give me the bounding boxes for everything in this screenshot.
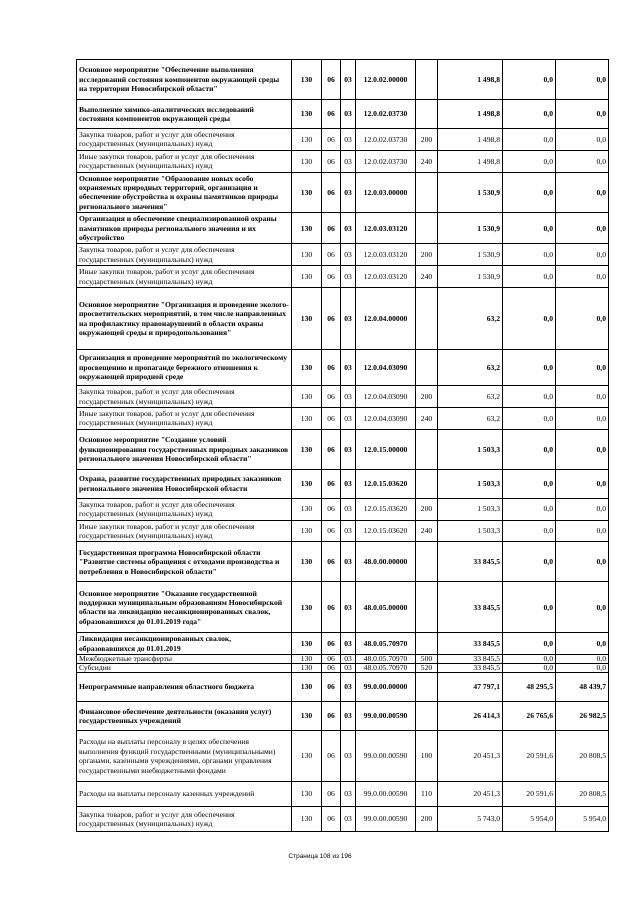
row-amount-1-cell: 1 498,8 xyxy=(438,150,503,172)
row-name-cell: Организация и проведение мероприятий по экологическому просвещению и пропаганде бережного отношения к окружающей природной среде xyxy=(77,350,292,386)
table-body xyxy=(77,60,609,832)
row-name-cell: Непрограммные направления областного бюджета xyxy=(77,673,292,702)
table-row xyxy=(77,213,609,244)
row-amount-3-cell: 0,0 xyxy=(556,288,609,350)
row-vr-cell: 200 xyxy=(416,244,438,266)
row-vr-cell: 520 xyxy=(416,664,438,673)
row-csr-cell: 12.0.03.00000 xyxy=(356,172,416,213)
row-gr-cell: 130 xyxy=(292,633,322,655)
row-amount-1-cell: 33 845,5 xyxy=(438,542,503,582)
row-amount-2-cell: 0,0 xyxy=(503,100,556,129)
row-amount-2-cell: 0,0 xyxy=(503,60,556,100)
row-gr-cell: 130 xyxy=(292,807,322,832)
row-csr-cell: 12.0.03.03120 xyxy=(356,244,416,266)
row-vr-cell xyxy=(416,100,438,129)
row-pr-cell: 03 xyxy=(341,100,356,129)
row-amount-2-cell: 20 591,6 xyxy=(503,782,556,807)
row-amount-3-cell: 5 954,0 xyxy=(556,807,609,832)
row-amount-1-cell: 63,2 xyxy=(438,386,503,408)
page-footer: Страница 108 из 196 xyxy=(288,853,352,860)
row-vr-cell: 200 xyxy=(416,807,438,832)
row-csr-cell: 12.0.02.03730 xyxy=(356,100,416,129)
row-vr-cell xyxy=(416,172,438,213)
row-csr-cell: 12.0.15.00000 xyxy=(356,429,416,469)
row-vr-cell: 200 xyxy=(416,386,438,408)
row-amount-1-cell: 1 498,8 xyxy=(438,60,503,100)
row-rz-cell: 06 xyxy=(322,244,341,266)
row-vr-cell: 240 xyxy=(416,407,438,429)
row-vr-cell xyxy=(416,582,438,633)
row-name-cell: Межбюджетные трансферты xyxy=(77,655,292,664)
row-amount-2-cell: 0,0 xyxy=(503,655,556,664)
row-csr-cell: 99.0.00.00590 xyxy=(356,702,416,731)
row-rz-cell: 06 xyxy=(322,582,341,633)
row-name-cell: Основное мероприятие "Обеспечение выполнения исследований состояния компонентов окружающей среды на территории Новосибирской области" xyxy=(77,60,292,100)
table-row xyxy=(77,664,609,673)
table-row xyxy=(77,266,609,288)
row-amount-2-cell: 5 954,0 xyxy=(503,807,556,832)
row-amount-2-cell: 0,0 xyxy=(503,129,556,151)
row-amount-3-cell: 0,0 xyxy=(556,542,609,582)
row-pr-cell: 03 xyxy=(341,150,356,172)
row-rz-cell: 06 xyxy=(322,520,341,542)
row-rz-cell: 06 xyxy=(322,633,341,655)
row-amount-2-cell: 0,0 xyxy=(503,213,556,244)
table-row xyxy=(77,633,609,655)
row-pr-cell: 03 xyxy=(341,213,356,244)
row-amount-3-cell: 0,0 xyxy=(556,129,609,151)
row-rz-cell: 06 xyxy=(322,782,341,807)
row-amount-3-cell: 0,0 xyxy=(556,60,609,100)
row-amount-2-cell: 0,0 xyxy=(503,469,556,498)
table-row xyxy=(77,673,609,702)
row-pr-cell: 03 xyxy=(341,288,356,350)
row-amount-3-cell: 0,0 xyxy=(556,386,609,408)
row-gr-cell: 130 xyxy=(292,350,322,386)
budget-table xyxy=(76,59,609,832)
row-pr-cell: 03 xyxy=(341,673,356,702)
row-rz-cell: 06 xyxy=(322,731,341,782)
row-vr-cell xyxy=(416,702,438,731)
table-row xyxy=(77,429,609,469)
row-vr-cell: 500 xyxy=(416,655,438,664)
row-pr-cell: 03 xyxy=(341,244,356,266)
row-vr-cell: 110 xyxy=(416,782,438,807)
table-row xyxy=(77,60,609,100)
row-amount-3-cell: 0,0 xyxy=(556,350,609,386)
row-vr-cell xyxy=(416,542,438,582)
row-pr-cell: 03 xyxy=(341,129,356,151)
row-csr-cell: 12.0.02.03730 xyxy=(356,150,416,172)
row-name-cell: Иные закупки товаров, работ и услуг для обеспечения государственных (муниципальных) нужд xyxy=(77,407,292,429)
row-pr-cell: 03 xyxy=(341,633,356,655)
row-pr-cell: 03 xyxy=(341,60,356,100)
row-amount-2-cell: 0,0 xyxy=(503,498,556,520)
row-amount-2-cell: 0,0 xyxy=(503,172,556,213)
row-rz-cell: 06 xyxy=(322,407,341,429)
row-vr-cell: 240 xyxy=(416,520,438,542)
row-gr-cell: 130 xyxy=(292,731,322,782)
row-csr-cell: 12.0.03.03120 xyxy=(356,266,416,288)
row-gr-cell: 130 xyxy=(292,469,322,498)
row-amount-2-cell: 0,0 xyxy=(503,633,556,655)
row-amount-1-cell: 20 451,3 xyxy=(438,731,503,782)
row-name-cell: Расходы на выплаты персоналу казенных учреждений xyxy=(77,782,292,807)
row-amount-3-cell: 0,0 xyxy=(556,582,609,633)
row-amount-2-cell: 0,0 xyxy=(503,288,556,350)
row-csr-cell: 99.0.00.00590 xyxy=(356,782,416,807)
row-amount-1-cell: 1 530,9 xyxy=(438,266,503,288)
row-csr-cell: 12.0.04.03090 xyxy=(356,386,416,408)
row-amount-1-cell: 1 498,8 xyxy=(438,100,503,129)
table-row xyxy=(77,782,609,807)
row-name-cell: Иные закупки товаров, работ и услуг для обеспечения государственных (муниципальных) нужд xyxy=(77,520,292,542)
row-vr-cell xyxy=(416,673,438,702)
row-amount-1-cell: 47 797,1 xyxy=(438,673,503,702)
row-amount-2-cell: 48 295,5 xyxy=(503,673,556,702)
row-gr-cell: 130 xyxy=(292,266,322,288)
table-row xyxy=(77,407,609,429)
row-amount-3-cell: 0,0 xyxy=(556,664,609,673)
row-amount-1-cell: 1 503,3 xyxy=(438,469,503,498)
row-pr-cell: 03 xyxy=(341,655,356,664)
row-amount-1-cell: 1 498,8 xyxy=(438,129,503,151)
row-csr-cell: 48.0.05.00000 xyxy=(356,582,416,633)
row-name-cell: Основное мероприятие "Организация и проведение эколого-просветительских мероприятий, в том числе направленных на профилактику правонарушений в области охраны окружающей среды и природопользования" xyxy=(77,288,292,350)
row-name-cell: Субсидии xyxy=(77,664,292,673)
row-amount-2-cell: 26 765,6 xyxy=(503,702,556,731)
row-pr-cell: 03 xyxy=(341,582,356,633)
row-csr-cell: 99.0.00.00590 xyxy=(356,731,416,782)
row-csr-cell: 12.0.15.03620 xyxy=(356,520,416,542)
row-rz-cell: 06 xyxy=(322,266,341,288)
table-row xyxy=(77,469,609,498)
row-amount-3-cell: 0,0 xyxy=(556,407,609,429)
row-amount-2-cell: 0,0 xyxy=(503,150,556,172)
row-gr-cell: 130 xyxy=(292,213,322,244)
row-name-cell: Финансовое обеспечение деятельности (оказания услуг) государственных учреждений xyxy=(77,702,292,731)
row-csr-cell: 12.0.15.03620 xyxy=(356,498,416,520)
row-vr-cell: 200 xyxy=(416,498,438,520)
row-gr-cell: 130 xyxy=(292,150,322,172)
row-amount-3-cell: 48 439,7 xyxy=(556,673,609,702)
row-name-cell: Закупка товаров, работ и услуг для обеспечения государственных (муниципальных) нужд xyxy=(77,807,292,832)
row-csr-cell: 48.0.05.70970 xyxy=(356,633,416,655)
row-gr-cell: 130 xyxy=(292,542,322,582)
row-amount-3-cell: 0,0 xyxy=(556,213,609,244)
row-pr-cell: 03 xyxy=(341,350,356,386)
row-amount-1-cell: 20 451,3 xyxy=(438,782,503,807)
row-rz-cell: 06 xyxy=(322,386,341,408)
table-row xyxy=(77,150,609,172)
row-amount-1-cell: 63,2 xyxy=(438,350,503,386)
row-rz-cell: 06 xyxy=(322,498,341,520)
row-amount-2-cell: 20 591,6 xyxy=(503,731,556,782)
row-amount-3-cell: 0,0 xyxy=(556,150,609,172)
row-amount-2-cell: 0,0 xyxy=(503,664,556,673)
row-vr-cell xyxy=(416,429,438,469)
row-csr-cell: 12.0.04.03090 xyxy=(356,407,416,429)
table-row xyxy=(77,582,609,633)
row-pr-cell: 03 xyxy=(341,542,356,582)
row-amount-2-cell: 0,0 xyxy=(503,582,556,633)
row-csr-cell: 12.0.15.03620 xyxy=(356,469,416,498)
row-amount-1-cell: 33 845,5 xyxy=(438,633,503,655)
row-pr-cell: 03 xyxy=(341,386,356,408)
row-name-cell: Государственная программа Новосибирской области "Развитие системы обращения с отходами производства и потребления в Новосибирской области" xyxy=(77,542,292,582)
row-csr-cell: 48.0.05.70970 xyxy=(356,664,416,673)
row-vr-cell: 100 xyxy=(416,731,438,782)
row-vr-cell: 240 xyxy=(416,150,438,172)
row-amount-3-cell: 0,0 xyxy=(556,266,609,288)
row-amount-1-cell: 33 845,5 xyxy=(438,582,503,633)
row-rz-cell: 06 xyxy=(322,655,341,664)
row-pr-cell: 03 xyxy=(341,702,356,731)
row-amount-1-cell: 26 414,3 xyxy=(438,702,503,731)
row-amount-3-cell: 0,0 xyxy=(556,633,609,655)
row-rz-cell: 06 xyxy=(322,664,341,673)
row-gr-cell: 130 xyxy=(292,673,322,702)
row-amount-1-cell: 63,2 xyxy=(438,288,503,350)
row-amount-1-cell: 1 503,3 xyxy=(438,520,503,542)
row-amount-1-cell: 33 845,5 xyxy=(438,664,503,673)
row-gr-cell: 130 xyxy=(292,429,322,469)
table-row xyxy=(77,288,609,350)
row-name-cell: Основное мероприятие "Образование новых особо охраняемых природных территорий, организация и обеспечение обустройства и охраны памятников природы регионального значения" xyxy=(77,172,292,213)
row-amount-3-cell: 0,0 xyxy=(556,498,609,520)
row-amount-1-cell: 5 743,0 xyxy=(438,807,503,832)
row-pr-cell: 03 xyxy=(341,429,356,469)
row-name-cell: Закупка товаров, работ и услуг для обеспечения государственных (муниципальных) нужд xyxy=(77,386,292,408)
row-gr-cell: 130 xyxy=(292,129,322,151)
row-amount-3-cell: 26 982,5 xyxy=(556,702,609,731)
row-gr-cell: 130 xyxy=(292,782,322,807)
row-gr-cell: 130 xyxy=(292,582,322,633)
row-name-cell: Основное мероприятие "Оказание государственной поддержки муниципальным образованиям Новосибирской области на ликвидацию несанкционированных свалок, образовавшихся до 01.01.2019 года" xyxy=(77,582,292,633)
row-vr-cell: 200 xyxy=(416,129,438,151)
row-name-cell: Охрана, развитие государственных природных заказников регионального значения Новосибирской области xyxy=(77,469,292,498)
row-amount-1-cell: 1 530,9 xyxy=(438,213,503,244)
row-rz-cell: 06 xyxy=(322,807,341,832)
row-amount-2-cell: 0,0 xyxy=(503,266,556,288)
table-row xyxy=(77,244,609,266)
row-vr-cell: 240 xyxy=(416,266,438,288)
row-amount-2-cell: 0,0 xyxy=(503,429,556,469)
row-pr-cell: 03 xyxy=(341,407,356,429)
row-gr-cell: 130 xyxy=(292,386,322,408)
row-rz-cell: 06 xyxy=(322,150,341,172)
row-vr-cell xyxy=(416,469,438,498)
row-name-cell: Организация и обеспечение специализированной охраны памятников природы регионального значения и их обустройство xyxy=(77,213,292,244)
row-vr-cell xyxy=(416,633,438,655)
table-row xyxy=(77,702,609,731)
row-amount-2-cell: 0,0 xyxy=(503,244,556,266)
row-rz-cell: 06 xyxy=(322,429,341,469)
row-rz-cell: 06 xyxy=(322,172,341,213)
row-pr-cell: 03 xyxy=(341,731,356,782)
row-rz-cell: 06 xyxy=(322,702,341,731)
row-name-cell: Расходы на выплаты персоналу в целях обеспечения выполнения функций государственными (муниципальными) органами, казенными учреждениями, органами управления государственными внебюджетными фондами xyxy=(77,731,292,782)
row-csr-cell: 99.0.00.00590 xyxy=(356,807,416,832)
row-amount-3-cell: 0,0 xyxy=(556,172,609,213)
row-rz-cell: 06 xyxy=(322,350,341,386)
row-amount-3-cell: 0,0 xyxy=(556,244,609,266)
row-pr-cell: 03 xyxy=(341,266,356,288)
row-gr-cell: 130 xyxy=(292,498,322,520)
row-name-cell: Ликвидация несанкционированных свалок, образовавшихся до 01.01.2019 xyxy=(77,633,292,655)
row-gr-cell: 130 xyxy=(292,60,322,100)
row-rz-cell: 06 xyxy=(322,100,341,129)
row-amount-2-cell: 0,0 xyxy=(503,350,556,386)
table-row xyxy=(77,655,609,664)
row-csr-cell: 48.0.00.00000 xyxy=(356,542,416,582)
row-name-cell: Выполнение химико-аналитических исследований состояния компонентов окружающей среды xyxy=(77,100,292,129)
table-row xyxy=(77,731,609,782)
row-gr-cell: 130 xyxy=(292,100,322,129)
row-amount-1-cell: 33 845,5 xyxy=(438,655,503,664)
row-name-cell: Закупка товаров, работ и услуг для обеспечения государственных (муниципальных) нужд xyxy=(77,244,292,266)
row-amount-3-cell: 0,0 xyxy=(556,429,609,469)
row-amount-2-cell: 0,0 xyxy=(503,386,556,408)
row-csr-cell: 12.0.04.03090 xyxy=(356,350,416,386)
table-row xyxy=(77,386,609,408)
row-amount-2-cell: 0,0 xyxy=(503,407,556,429)
table-row xyxy=(77,172,609,213)
row-name-cell: Основное мероприятие "Создание условий функционирования государственных природных заказников регионального значения Новосибирской области" xyxy=(77,429,292,469)
row-amount-3-cell: 0,0 xyxy=(556,520,609,542)
row-csr-cell: 12.0.04.00000 xyxy=(356,288,416,350)
row-pr-cell: 03 xyxy=(341,469,356,498)
row-gr-cell: 130 xyxy=(292,655,322,664)
row-amount-2-cell: 0,0 xyxy=(503,520,556,542)
row-amount-1-cell: 1 530,9 xyxy=(438,244,503,266)
row-csr-cell: 12.0.03.03120 xyxy=(356,213,416,244)
row-amount-3-cell: 20 808,5 xyxy=(556,731,609,782)
row-amount-1-cell: 1 503,3 xyxy=(438,498,503,520)
row-rz-cell: 06 xyxy=(322,60,341,100)
row-gr-cell: 130 xyxy=(292,520,322,542)
row-csr-cell: 12.0.02.03730 xyxy=(356,129,416,151)
row-pr-cell: 03 xyxy=(341,807,356,832)
row-rz-cell: 06 xyxy=(322,469,341,498)
row-rz-cell: 06 xyxy=(322,673,341,702)
row-rz-cell: 06 xyxy=(322,542,341,582)
row-gr-cell: 130 xyxy=(292,244,322,266)
row-amount-2-cell: 0,0 xyxy=(503,542,556,582)
row-gr-cell: 130 xyxy=(292,407,322,429)
row-amount-1-cell: 1 530,9 xyxy=(438,172,503,213)
row-pr-cell: 03 xyxy=(341,520,356,542)
row-amount-3-cell: 0,0 xyxy=(556,469,609,498)
table-row xyxy=(77,129,609,151)
row-name-cell: Закупка товаров, работ и услуг для обеспечения государственных (муниципальных) нужд xyxy=(77,498,292,520)
row-amount-1-cell: 63,2 xyxy=(438,407,503,429)
row-amount-3-cell: 0,0 xyxy=(556,100,609,129)
row-vr-cell xyxy=(416,60,438,100)
row-rz-cell: 06 xyxy=(322,213,341,244)
row-vr-cell xyxy=(416,288,438,350)
row-rz-cell: 06 xyxy=(322,288,341,350)
row-pr-cell: 03 xyxy=(341,782,356,807)
row-amount-3-cell: 0,0 xyxy=(556,655,609,664)
row-name-cell: Иные закупки товаров, работ и услуг для обеспечения государственных (муниципальных) нужд xyxy=(77,150,292,172)
row-vr-cell xyxy=(416,213,438,244)
table-row xyxy=(77,100,609,129)
table-row xyxy=(77,542,609,582)
row-csr-cell: 48.0.05.70970 xyxy=(356,655,416,664)
row-amount-3-cell: 20 808,5 xyxy=(556,782,609,807)
row-name-cell: Закупка товаров, работ и услуг для обеспечения государственных (муниципальных) нужд xyxy=(77,129,292,151)
row-name-cell: Иные закупки товаров, работ и услуг для обеспечения государственных (муниципальных) нужд xyxy=(77,266,292,288)
row-gr-cell: 130 xyxy=(292,702,322,731)
row-pr-cell: 03 xyxy=(341,172,356,213)
row-amount-1-cell: 1 503,3 xyxy=(438,429,503,469)
row-csr-cell: 12.0.02.00000 xyxy=(356,60,416,100)
table-row xyxy=(77,520,609,542)
table-row xyxy=(77,807,609,832)
row-gr-cell: 130 xyxy=(292,664,322,673)
table-row xyxy=(77,350,609,386)
row-vr-cell xyxy=(416,350,438,386)
table-row xyxy=(77,498,609,520)
row-pr-cell: 03 xyxy=(341,664,356,673)
row-gr-cell: 130 xyxy=(292,172,322,213)
row-gr-cell: 130 xyxy=(292,288,322,350)
row-csr-cell: 99.0.00.00000 xyxy=(356,673,416,702)
row-pr-cell: 03 xyxy=(341,498,356,520)
row-rz-cell: 06 xyxy=(322,129,341,151)
